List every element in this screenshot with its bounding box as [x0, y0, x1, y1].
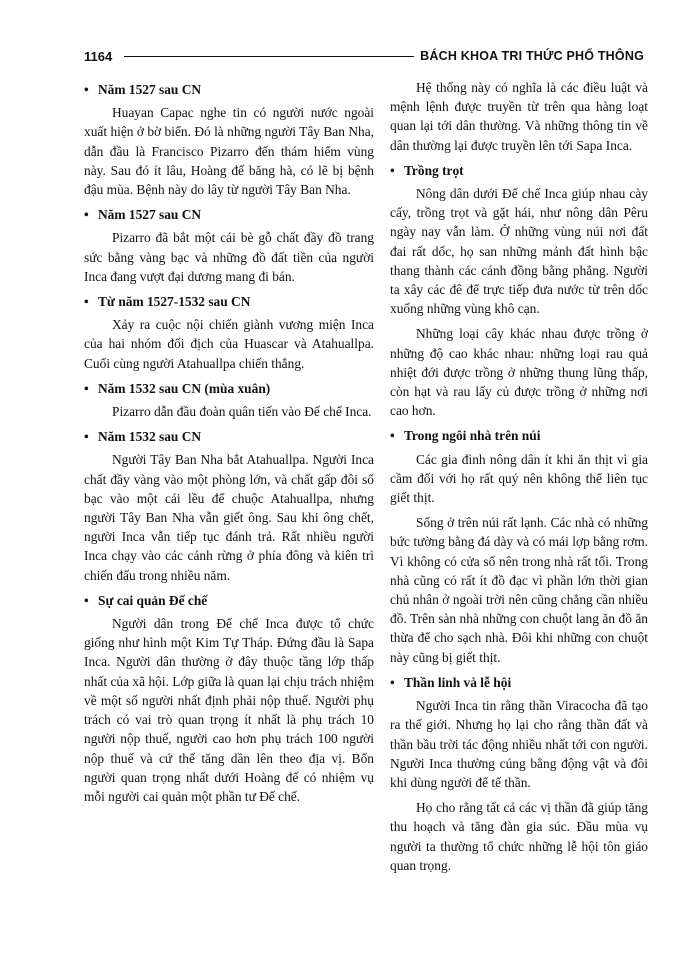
bullet-icon: • — [84, 294, 89, 310]
paragraph: Pizarro dẫn đầu đoàn quân tiến vào Đế chế Inca. — [112, 404, 372, 420]
section-title — [84, 591, 374, 610]
section-title — [84, 205, 374, 224]
bullet-icon: • — [84, 207, 89, 223]
section-title — [84, 80, 374, 99]
section-title — [84, 292, 374, 311]
section-title — [390, 161, 648, 180]
paragraph: Nông dân dưới Đế chế Inca giúp nhau cày cấy, trồng trọt và gặt hái, như nông dân Pêru ngày nay vẫn làm. Ở những vùng núi nơi đất đai rất dốc, họ san những mảnh đất hình bậc thang thành các cánh đồng bằng phẳng. Người ta xây các đê để trực tiếp đưa nước từ trên dốc xuống những vùng khô cạn. — [390, 186, 648, 317]
paragraph: Pizarro đã bắt một cái bè gỗ chất đầy đồ trang sức bằng vàng bạc và những đồ đất tiền của người Inca đang vượt đại dương mang đi bán. — [84, 230, 374, 284]
section-title — [390, 673, 648, 692]
paragraph: Họ cho rằng tất cả các vị thần đã giúp tăng thu hoạch và tăng đàn gia súc. Đầu mùa vụ người ta thường tổ chức những lễ hội tôn giáo quan trọng. — [390, 800, 648, 873]
section-title-text: Sự cai quản Đế chế — [98, 592, 208, 608]
bullet-icon: • — [390, 162, 395, 178]
paragraph: Hệ thống này có nghĩa là các điều luật và mệnh lệnh được truyền từ trên qua hàng loạt quan lại tới dân thường. Và những thông tin về dân thường lại được truyền lên tới Sapa Inca. — [390, 80, 648, 153]
section-title-text: Từ năm 1527-1532 sau CN — [98, 294, 251, 310]
section-title-text: Trồng trọt — [404, 162, 464, 178]
paragraph: Những loại cây khác nhau được trồng ở những độ cao khác nhau: những loại rau quả nhiệt đới được trồng ở những thung lũng thấp, còn hạt và rau lấy củ được trồng ở những nơi cao hơn. — [390, 326, 648, 419]
section-title-text: Trong ngôi nhà trên núi — [404, 428, 541, 444]
paragraph: Người Tây Ban Nha bắt Atahuallpa. Người Inca chất đầy vàng vào một phòng lớn, và chất gấp đôi số bạc vào một cái lều để chuộc Atahuallpa, nhưng người Tây Ban Nha vẫn giết ông. Sau khi ông chết, người Inca vẫn tiếp tục đánh trả. Rất nhiều người Inca chạy vào các cánh rừng ở phía đông và kiên trì chiến đấu trong nhiều năm. — [84, 452, 374, 583]
paragraph: Người dân trong Đế chế Inca được tổ chức giống như hình một Kim Tự Tháp. Đứng đầu là Sapa Inca. Người dân thường ở đây thuộc tầng lớp thấp nhất của xã hội. Lớp giữa là quan lại chịu trách nhiệm về một số người nhất định phải nộp thuế. Người phụ trách có vai trò quan trọng ít nhất là phụ trách 10 người nộp thuế, người cao hơn phụ trách 100 người nộp thuế và cứ thế tăng dần lên theo địa vị. Bốn người quan trọng nhất dưới Hoàng đế có nhiệm vụ mỗi người cai quản một phần tư Đế chế. — [84, 616, 374, 804]
right-column — [390, 78, 648, 881]
page-header — [84, 46, 644, 66]
page-number: 1164 — [84, 48, 113, 64]
paragraph: Huayan Capac nghe tin có người nước ngoài xuất hiện ở bờ biển. Đó là những người Tây Ban Nha, dẫn đầu là Francisco Pizarro đến thám hiểm vùng này. Sau đó ít lâu, Hoàng đế băng hà, có lẽ bị bệnh đậu mùa. Bệnh này do lây từ người Tây Ban Nha. — [84, 105, 374, 198]
bullet-icon: • — [390, 674, 395, 690]
section-title-text: Năm 1532 sau CN (mùa xuân) — [98, 380, 271, 396]
paragraph: Xảy ra cuộc nội chiến giành vương miện Inca của hai nhóm đối địch của Huascar và Atahuallpa. Cuối cùng người Atahuallpa chiến thắng. — [84, 317, 374, 371]
bullet-icon: • — [84, 429, 89, 445]
left-column — [84, 78, 374, 812]
section-title-text: Năm 1527 sau CN — [98, 207, 202, 223]
section-title — [84, 379, 374, 398]
section-title — [390, 426, 648, 445]
bullet-icon: • — [84, 592, 89, 608]
bullet-icon: • — [390, 428, 395, 444]
section-title-text: Năm 1527 sau CN — [98, 82, 202, 97]
section-title — [84, 427, 374, 446]
section-title-text: Năm 1532 sau CN — [98, 429, 202, 445]
bullet-icon: • — [84, 82, 89, 97]
header-rule — [124, 56, 414, 57]
paragraph: Người Inca tin rằng thần Viracocha đã tạo ra thế giới. Nhưng họ lại cho rằng thần đất và thần bầu trời tác động nhiều nhất tới con người. Người Inca thường cúng bằng động vật và đôi khi dùng người để tế thần. — [390, 698, 648, 790]
paragraph: Các gia đình nông dân ít khi ăn thịt vì gia cầm đối với họ rất quý nên không thể liên tục giết thịt. — [390, 451, 648, 506]
paragraph: Sống ở trên núi rất lạnh. Các nhà có những bức tường bằng đá dày và có mái lợp bằng rơm. Vì không có cửa sổ nên trong nhà rất tối. Trong nhà cũng có rất ít đồ đạc vì phần lớn thời gian chủ nhân ở ngoài trời nên cũng chẳng cần nhiều đồ. Trên sàn nhà những con chuột lang ăn đồ ăn thừa để cho sạch nhà. Đôi khi những con chuột này cũng bị giết thịt. — [390, 515, 648, 665]
bullet-icon: • — [84, 380, 89, 396]
section-title-text: Thần linh và lễ hội — [404, 674, 512, 690]
book-title: BÁCH KHOA TRI THỨC PHỔ THÔNG — [420, 49, 644, 63]
